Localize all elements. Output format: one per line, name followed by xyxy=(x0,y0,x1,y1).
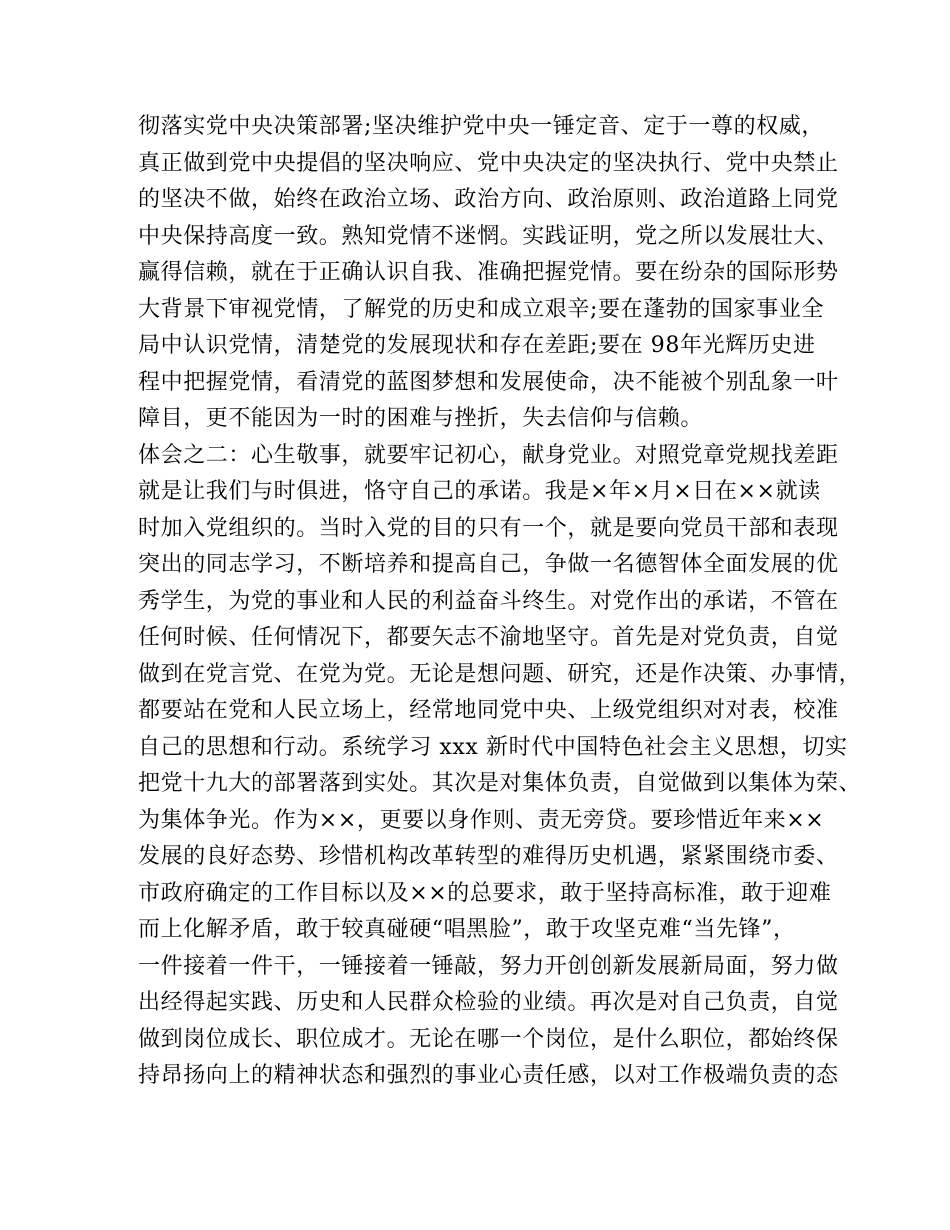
text-line: 的坚决不做，始终在政治立场、政治方向、政治原则、政治道路上同党 xyxy=(138,187,839,212)
text-line: 障目，更不能因为一时的困难与挫折，失去信仰与信赖。 xyxy=(138,406,704,431)
text-line: 把党十九大的部署落到实处。其次是对集体负责，自觉做到以集体为荣、 xyxy=(138,771,862,796)
text-line: 秀学生，为党的事业和人民的利益奋斗终生。对党作出的承诺，不管在 xyxy=(138,588,839,614)
text-line: 出经得起实践、历史和人民群众检验的业绩。再次是对自己负责，自觉 xyxy=(138,990,839,1015)
text-line: 体会之二：心生敬事，就要牢记初心，献身党业。对照党章党规找差距 xyxy=(138,442,839,468)
text-line: 任何时候、任何情况下，都要矢志不渝地坚守。首先是对党负责，自觉 xyxy=(138,625,839,650)
text-line: 而上化解矛盾，敢于较真碰硬“唱黑脸”，敢于攻坚克难“当先锋”， xyxy=(138,917,796,942)
text-line: 大背景下审视党情，了解党的历史和成立艰辛;要在蓬勃的国家事业全 xyxy=(138,296,825,322)
text-line: 发展的良好态势、珍惜机构改革转型的难得历史机遇，紧紧围绕市委、 xyxy=(138,844,839,869)
text-line: 赢得信赖，就在于正确认识自我、准确把握党情。要在纷杂的国际形势 xyxy=(138,260,839,285)
text-line: 都要站在党和人民立场上，经常地同党中央、上级党组织对对表，校准 xyxy=(138,698,839,723)
text-line: 持昂扬向上的精神状态和强烈的事业心责任感，以对工作极端负责的态 xyxy=(138,1063,839,1088)
text-line: 做到在党言党、在党为党。无论是想问题、研究，还是作决策、办事情， xyxy=(138,661,862,687)
text-line: 市政府确定的工作目标以及××的总要求，敢于坚持高标准，敢于迎难 xyxy=(138,880,832,906)
text-line: 时加入党组织的。当时入党的目的只有一个，就是要向党员干部和表现 xyxy=(138,515,839,541)
text-line: 程中把握党情，看清党的蓝图梦想和发展使命，决不能被个别乱象一叶 xyxy=(138,369,839,395)
text-line: 突出的同志学习，不断培养和提高自己，争做一名德智体全面发展的优 xyxy=(138,552,839,577)
text-line: 中央保持高度一致。熟知党情不迷惘。实践证明，党之所以发展壮大、 xyxy=(138,223,839,249)
text-line: 彻落实党中央决策部署;坚决维护党中央一锤定音、定于一尊的权威， xyxy=(138,114,825,139)
text-line: 自己的思想和行动。系统学习 xxx 新时代中国特色社会主义思想，切实 xyxy=(138,734,848,760)
text-line: 做到岗位成长、职位成才。无论在哪一个岗位，是什么职位，都始终保 xyxy=(138,1026,839,1052)
body-text xyxy=(138,109,862,1095)
text-line: 局中认识党情，清楚党的发展现状和存在差距;要在 98年光辉历史进 xyxy=(138,333,816,358)
text-line: 就是让我们与时俱进，恪守自己的承诺。我是×年×月×日在××就读 xyxy=(138,479,821,504)
text-line: 一件接着一件干，一锤接着一锤敲，努力开创创新发展新局面，努力做 xyxy=(138,953,839,979)
text-line: 为集体争光。作为××，更要以身作则、责无旁贷。要珍惜近年来×× xyxy=(138,807,825,833)
text-line: 真正做到党中央提倡的坚决响应、党中央决定的坚决执行、党中央禁止 xyxy=(138,150,839,176)
